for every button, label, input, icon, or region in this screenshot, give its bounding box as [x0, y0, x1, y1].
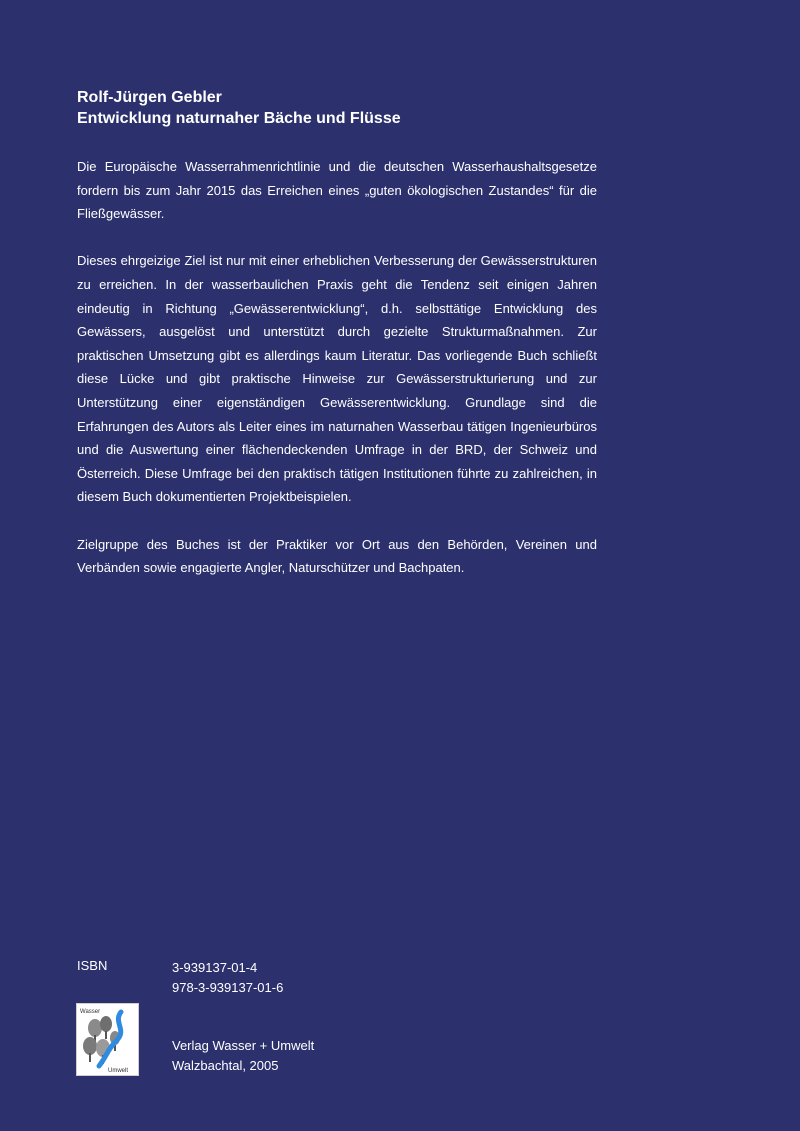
isbn-values — [172, 958, 283, 998]
isbn-label: ISBN — [77, 958, 108, 973]
blurb-paragraph: Die Europäische Wasserrahmenrichtlinie und die deutschen Wasserhaushaltsgesetze fordern bis zum Jahr 2015 das Erreichen eines „guten ökologischen Zustandes“ für die Fließgewässer. — [77, 159, 597, 222]
blurb-paragraph: Dieses ehrgeizige Ziel ist nur mit einer erheblichen Verbesserung der Gewässerstrukturen zu erreichen. In der wasserbaulichen Praxis geht die Tendenz seit einigen Jahren eindeutig in Richtung „Gewässerentwicklung“, d.h. selbsttätige Entwicklung des Gewässers, ausgelöst und unterstützt durch gezielte Strukturmaßnahmen. Zur praktischen Umsetzung gibt es allerdings kaum Literatur. Das vorliegende Buch schließt diese Lücke und gibt praktische Hinweise zur Gewässerstrukturierung und zur Unterstützung einer eigenständigen Gewässerentwicklung. Grundlage sind die Erfahrungen des Autors als Leiter eines im naturnahen Wasserbau tätigen Ingenieurbüros und die Auswertung einer flächendeckenden Umfrage in der BRD, der Schweiz und Österreich. Diese Umfrage bei den praktisch tätigen Institutionen führte zu zahlreichen, in diesem Buch dokumentierten Projektbeispielen. — [77, 253, 597, 505]
isbn-10: 3-939137-01-4 — [172, 960, 258, 975]
author-name: Rolf-Jürgen Gebler — [77, 89, 222, 106]
blurb-paragraph: Zielgruppe des Buches ist der Praktiker vor Ort aus den Behörden, Vereinen und Verbänden sowie engagierte Angler, Naturschützer und Bachpaten. — [77, 536, 597, 576]
publisher-info — [172, 1036, 314, 1076]
publisher-logo — [76, 1003, 139, 1076]
book-title: Entwicklung naturnaher Bäche und Flüsse — [77, 110, 401, 127]
book-heading — [77, 87, 717, 129]
isbn-13: 978-3-939137-01-6 — [172, 980, 284, 995]
publisher-name: Verlag Wasser + Umwelt — [172, 1038, 315, 1053]
logo-top-text: Wasser — [80, 1009, 101, 1015]
publisher-place-year: Walzbachtal, 2005 — [172, 1058, 279, 1073]
blurb — [77, 155, 597, 603]
publisher-logo-icon — [77, 1004, 138, 1075]
logo-bottom-text: Umwelt — [108, 1068, 129, 1074]
